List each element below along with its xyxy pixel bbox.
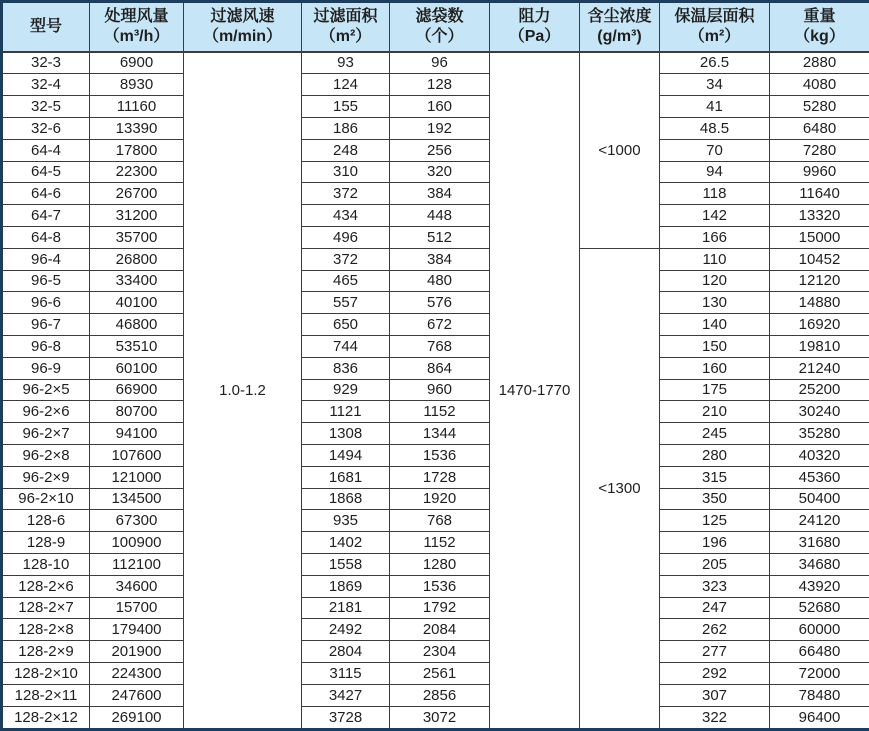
- bag-count-cell: 1344: [390, 423, 490, 445]
- table-row: [2, 96, 869, 118]
- weight-cell: 31680: [770, 532, 869, 554]
- col-header-title: 保温层面积: [674, 7, 755, 25]
- airflow-cell: 53510: [90, 335, 184, 357]
- insulation-area-cell: 175: [660, 379, 770, 401]
- model-cell: 64-7: [2, 205, 90, 227]
- table-row: [2, 597, 869, 619]
- table-row: [2, 226, 869, 248]
- filter-area-cell: 1869: [302, 575, 390, 597]
- filter-area-cell: 372: [302, 183, 390, 205]
- filter-area-cell: 836: [302, 357, 390, 379]
- insulation-area-cell: 262: [660, 619, 770, 641]
- col-header-unit: （Pa）: [508, 27, 561, 45]
- filter-area-cell: 248: [302, 139, 390, 161]
- airflow-cell: 100900: [90, 532, 184, 554]
- airflow-cell: 121000: [90, 466, 184, 488]
- table-row: [2, 401, 869, 423]
- airflow-cell: 8930: [90, 74, 184, 96]
- model-cell: 96-2×9: [2, 466, 90, 488]
- airflow-cell: 15700: [90, 597, 184, 619]
- bag-count-cell: 1536: [390, 444, 490, 466]
- airflow-cell: 107600: [90, 444, 184, 466]
- table-row: [2, 314, 869, 336]
- col-header-unit: （m/min）: [202, 27, 283, 45]
- insulation-area-cell: 94: [660, 161, 770, 183]
- insulation-area-cell: 150: [660, 335, 770, 357]
- bag-count-cell: 512: [390, 226, 490, 248]
- filter-area-cell: 1494: [302, 444, 390, 466]
- model-cell: 128-2×8: [2, 619, 90, 641]
- insulation-area-cell: 196: [660, 532, 770, 554]
- airflow-cell: 179400: [90, 619, 184, 641]
- header-row: [2, 2, 869, 52]
- table-row: [2, 248, 869, 270]
- col-header-title: 处理风量: [104, 7, 169, 25]
- insulation-area-cell: 110: [660, 248, 770, 270]
- filter-area-cell: 3115: [302, 662, 390, 684]
- filter-area-cell: 2492: [302, 619, 390, 641]
- airflow-cell: 11160: [90, 96, 184, 118]
- table-header: [2, 2, 869, 52]
- bag-count-cell: 672: [390, 314, 490, 336]
- model-cell: 128-2×9: [2, 641, 90, 663]
- col-header-unit: （kg）: [794, 27, 845, 45]
- table-row: [2, 118, 869, 140]
- bag-count-cell: 480: [390, 270, 490, 292]
- col-header-unit: （m²）: [688, 27, 741, 45]
- model-cell: 96-8: [2, 335, 90, 357]
- weight-cell: 35280: [770, 423, 869, 445]
- table-row: [2, 270, 869, 292]
- insulation-area-cell: 160: [660, 357, 770, 379]
- insulation-area-cell: 130: [660, 292, 770, 314]
- model-cell: 64-4: [2, 139, 90, 161]
- table-row: [2, 74, 869, 96]
- table-row: [2, 52, 869, 74]
- filter-area-cell: 1868: [302, 488, 390, 510]
- table-row: [2, 423, 869, 445]
- bag-count-cell: 960: [390, 379, 490, 401]
- bag-count-cell: 2561: [390, 662, 490, 684]
- weight-cell: 14880: [770, 292, 869, 314]
- weight-cell: 72000: [770, 662, 869, 684]
- model-cell: 96-7: [2, 314, 90, 336]
- weight-cell: 10452: [770, 248, 869, 270]
- model-cell: 64-5: [2, 161, 90, 183]
- weight-cell: 7280: [770, 139, 869, 161]
- col-header-unit: （m²）: [319, 27, 372, 45]
- bag-count-cell: 1536: [390, 575, 490, 597]
- weight-cell: 6480: [770, 118, 869, 140]
- insulation-area-cell: 350: [660, 488, 770, 510]
- model-cell: 96-2×6: [2, 401, 90, 423]
- insulation-area-cell: 34: [660, 74, 770, 96]
- insulation-area-cell: 140: [660, 314, 770, 336]
- filter-area-cell: 1402: [302, 532, 390, 554]
- model-cell: 96-2×8: [2, 444, 90, 466]
- weight-cell: 19810: [770, 335, 869, 357]
- model-cell: 32-5: [2, 96, 90, 118]
- model-cell: 96-9: [2, 357, 90, 379]
- col-header-airflow: [90, 2, 184, 52]
- model-cell: 32-3: [2, 52, 90, 74]
- filter-area-cell: 186: [302, 118, 390, 140]
- airflow-cell: 40100: [90, 292, 184, 314]
- table-row: [2, 183, 869, 205]
- model-cell: 32-6: [2, 118, 90, 140]
- weight-cell: 2880: [770, 52, 869, 74]
- col-header-insulation-area: [660, 2, 770, 52]
- weight-cell: 96400: [770, 706, 869, 729]
- insulation-area-cell: 48.5: [660, 118, 770, 140]
- weight-cell: 15000: [770, 226, 869, 248]
- table-row: [2, 335, 869, 357]
- table-body: [2, 52, 869, 730]
- insulation-area-cell: 166: [660, 226, 770, 248]
- insulation-area-cell: 245: [660, 423, 770, 445]
- insulation-area-cell: 120: [660, 270, 770, 292]
- model-cell: 128-2×11: [2, 684, 90, 706]
- insulation-area-cell: 323: [660, 575, 770, 597]
- table-row: [2, 684, 869, 706]
- weight-cell: 30240: [770, 401, 869, 423]
- airflow-cell: 66900: [90, 379, 184, 401]
- model-cell: 128-6: [2, 510, 90, 532]
- resistance-cell: 1470-1770: [490, 52, 580, 730]
- col-header-title: 过滤面积: [313, 7, 378, 25]
- weight-cell: 4080: [770, 74, 869, 96]
- weight-cell: 34680: [770, 553, 869, 575]
- bag-count-cell: 2304: [390, 641, 490, 663]
- col-header-title: 含尘浓度: [587, 7, 652, 25]
- airflow-cell: 224300: [90, 662, 184, 684]
- table-row: [2, 139, 869, 161]
- insulation-area-cell: 205: [660, 553, 770, 575]
- model-cell: 96-6: [2, 292, 90, 314]
- col-header-model: [2, 2, 90, 52]
- col-header-title: 阻力: [518, 7, 551, 25]
- airflow-cell: 26700: [90, 183, 184, 205]
- insulation-area-cell: 41: [660, 96, 770, 118]
- table-row: [2, 466, 869, 488]
- weight-cell: 13320: [770, 205, 869, 227]
- table-row: [2, 532, 869, 554]
- airflow-cell: 60100: [90, 357, 184, 379]
- airflow-cell: 94100: [90, 423, 184, 445]
- model-cell: 32-4: [2, 74, 90, 96]
- col-header-title: 过滤风速: [210, 7, 275, 25]
- weight-cell: 25200: [770, 379, 869, 401]
- insulation-area-cell: 210: [660, 401, 770, 423]
- weight-cell: 78480: [770, 684, 869, 706]
- model-cell: 128-2×6: [2, 575, 90, 597]
- table-row: [2, 706, 869, 729]
- filter-area-cell: 93: [302, 52, 390, 74]
- col-header-resistance: [490, 2, 580, 52]
- filter-area-cell: 3427: [302, 684, 390, 706]
- weight-cell: 24120: [770, 510, 869, 532]
- model-cell: 128-2×7: [2, 597, 90, 619]
- filter-area-cell: 496: [302, 226, 390, 248]
- bag-count-cell: 128: [390, 74, 490, 96]
- model-cell: 96-5: [2, 270, 90, 292]
- airflow-cell: 201900: [90, 641, 184, 663]
- filter-area-cell: 1121: [302, 401, 390, 423]
- filter-area-cell: 465: [302, 270, 390, 292]
- table-row: [2, 292, 869, 314]
- insulation-area-cell: 277: [660, 641, 770, 663]
- model-cell: 128-2×10: [2, 662, 90, 684]
- filter-area-cell: 2181: [302, 597, 390, 619]
- table-row: [2, 619, 869, 641]
- airflow-cell: 80700: [90, 401, 184, 423]
- airflow-cell: 22300: [90, 161, 184, 183]
- weight-cell: 12120: [770, 270, 869, 292]
- bag-count-cell: 768: [390, 510, 490, 532]
- bag-count-cell: 96: [390, 52, 490, 74]
- col-header-title: 滤袋数: [415, 7, 464, 25]
- weight-cell: 66480: [770, 641, 869, 663]
- bag-count-cell: 1920: [390, 488, 490, 510]
- filter-area-cell: 155: [302, 96, 390, 118]
- insulation-area-cell: 247: [660, 597, 770, 619]
- col-header-unit: （m³/h）: [103, 27, 170, 45]
- insulation-area-cell: 307: [660, 684, 770, 706]
- airflow-cell: 31200: [90, 205, 184, 227]
- filter-area-cell: 929: [302, 379, 390, 401]
- filter-area-cell: 935: [302, 510, 390, 532]
- bag-count-cell: 576: [390, 292, 490, 314]
- bag-count-cell: 3072: [390, 706, 490, 729]
- insulation-area-cell: 118: [660, 183, 770, 205]
- bag-count-cell: 256: [390, 139, 490, 161]
- table-row: [2, 488, 869, 510]
- bag-count-cell: 768: [390, 335, 490, 357]
- model-cell: 96-4: [2, 248, 90, 270]
- weight-cell: 50400: [770, 488, 869, 510]
- insulation-area-cell: 142: [660, 205, 770, 227]
- bag-count-cell: 1280: [390, 553, 490, 575]
- filter-area-cell: 650: [302, 314, 390, 336]
- bag-count-cell: 384: [390, 183, 490, 205]
- filter-area-cell: 3728: [302, 706, 390, 729]
- col-header-title: 重量: [803, 7, 836, 25]
- dust-concentration-cell: <1000: [580, 52, 660, 249]
- table-row: [2, 553, 869, 575]
- insulation-area-cell: 292: [660, 662, 770, 684]
- airflow-cell: 35700: [90, 226, 184, 248]
- filter-area-cell: 434: [302, 205, 390, 227]
- bag-count-cell: 448: [390, 205, 490, 227]
- insulation-area-cell: 280: [660, 444, 770, 466]
- airflow-cell: 33400: [90, 270, 184, 292]
- insulation-area-cell: 315: [660, 466, 770, 488]
- weight-cell: 45360: [770, 466, 869, 488]
- airflow-cell: 17800: [90, 139, 184, 161]
- filter-area-cell: 2804: [302, 641, 390, 663]
- weight-cell: 5280: [770, 96, 869, 118]
- model-cell: 96-2×10: [2, 488, 90, 510]
- filter-velocity-cell: 1.0-1.2: [184, 52, 302, 730]
- model-cell: 64-8: [2, 226, 90, 248]
- col-header-bag-count: [390, 2, 490, 52]
- model-cell: 128-2×12: [2, 706, 90, 729]
- airflow-cell: 13390: [90, 118, 184, 140]
- airflow-cell: 46800: [90, 314, 184, 336]
- bag-count-cell: 1152: [390, 401, 490, 423]
- dust-concentration-cell: <1300: [580, 248, 660, 729]
- airflow-cell: 34600: [90, 575, 184, 597]
- bag-count-cell: 160: [390, 96, 490, 118]
- model-cell: 128-10: [2, 553, 90, 575]
- table-row: [2, 444, 869, 466]
- table-row: [2, 510, 869, 532]
- filter-area-cell: 1558: [302, 553, 390, 575]
- table-row: [2, 161, 869, 183]
- filter-area-cell: 310: [302, 161, 390, 183]
- filter-area-cell: 1308: [302, 423, 390, 445]
- col-header-weight: [770, 2, 869, 52]
- airflow-cell: 6900: [90, 52, 184, 74]
- airflow-cell: 67300: [90, 510, 184, 532]
- weight-cell: 11640: [770, 183, 869, 205]
- filter-area-cell: 124: [302, 74, 390, 96]
- filter-area-cell: 372: [302, 248, 390, 270]
- airflow-cell: 269100: [90, 706, 184, 729]
- table-row: [2, 575, 869, 597]
- weight-cell: 21240: [770, 357, 869, 379]
- bag-count-cell: 2084: [390, 619, 490, 641]
- filter-area-cell: 557: [302, 292, 390, 314]
- bag-count-cell: 1792: [390, 597, 490, 619]
- weight-cell: 60000: [770, 619, 869, 641]
- airflow-cell: 134500: [90, 488, 184, 510]
- model-cell: 128-9: [2, 532, 90, 554]
- bag-count-cell: 864: [390, 357, 490, 379]
- model-cell: 96-2×5: [2, 379, 90, 401]
- model-cell: 64-6: [2, 183, 90, 205]
- filter-area-cell: 744: [302, 335, 390, 357]
- insulation-area-cell: 322: [660, 706, 770, 729]
- weight-cell: 43920: [770, 575, 869, 597]
- col-header-unit: （个）: [415, 27, 464, 45]
- col-header-title: 型号: [29, 17, 62, 35]
- table-row: [2, 357, 869, 379]
- filter-area-cell: 1681: [302, 466, 390, 488]
- col-header-filter-velocity: [184, 2, 302, 52]
- bag-count-cell: 1728: [390, 466, 490, 488]
- bag-count-cell: 320: [390, 161, 490, 183]
- table-row: [2, 379, 869, 401]
- model-cell: 96-2×7: [2, 423, 90, 445]
- bag-count-cell: 384: [390, 248, 490, 270]
- table-row: [2, 641, 869, 663]
- weight-cell: 9960: [770, 161, 869, 183]
- bag-count-cell: 1152: [390, 532, 490, 554]
- airflow-cell: 26800: [90, 248, 184, 270]
- table-row: [2, 205, 869, 227]
- bag-count-cell: 192: [390, 118, 490, 140]
- insulation-area-cell: 26.5: [660, 52, 770, 74]
- col-header-dust-concentration: [580, 2, 660, 52]
- col-header-unit: (g/m³): [597, 27, 642, 45]
- bag-count-cell: 2856: [390, 684, 490, 706]
- airflow-cell: 247600: [90, 684, 184, 706]
- weight-cell: 16920: [770, 314, 869, 336]
- weight-cell: 40320: [770, 444, 869, 466]
- weight-cell: 52680: [770, 597, 869, 619]
- insulation-area-cell: 70: [660, 139, 770, 161]
- table-row: [2, 662, 869, 684]
- col-header-filter-area: [302, 2, 390, 52]
- airflow-cell: 112100: [90, 553, 184, 575]
- insulation-area-cell: 125: [660, 510, 770, 532]
